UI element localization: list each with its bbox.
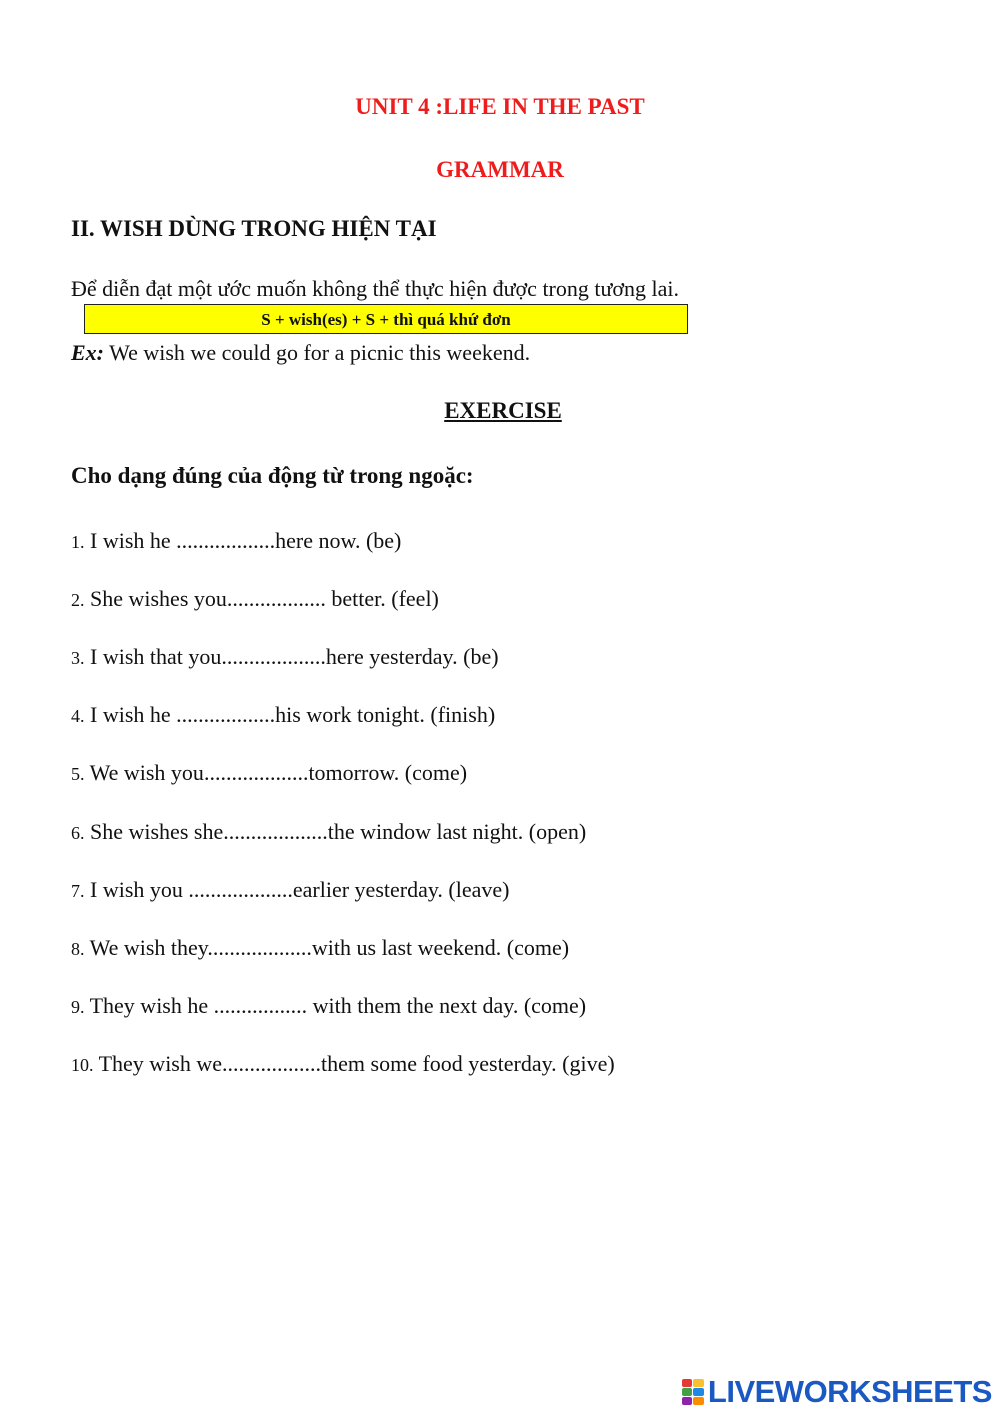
exercise-instruction: Cho dạng đúng của động từ trong ngoặc: [71,463,474,488]
exercise-item-after: his work tonight. (finish) [275,702,496,727]
exercise-item [71,528,401,554]
example-label: Ex: [71,340,104,365]
liveworksheets-mark-icon [682,1379,704,1406]
logo-color-square [682,1388,693,1396]
unit-title: UNIT 4 :LIFE IN THE PAST [355,94,645,119]
example-sentence [71,340,530,366]
exercise-item-number: 6. [71,823,85,843]
answer-blank[interactable]: .................. [226,586,326,611]
exercise-item-after: here yesterday. (be) [325,644,499,669]
exercise-item-number: 3. [71,648,85,668]
formula-box [84,304,688,334]
exercise-item-number: 1. [71,532,85,552]
answer-blank[interactable]: .................. [222,1051,322,1076]
exercise-item-before: We wish you [84,760,204,785]
exercise-item-number: 8. [71,939,85,959]
answer-blank[interactable]: ................... [203,760,309,785]
answer-blank[interactable]: ................... [188,877,293,902]
answer-blank[interactable]: .................. [176,528,276,553]
answer-blank[interactable]: .................. [176,702,276,727]
exercise-item [71,760,467,786]
exercise-item [71,819,586,845]
exercise-item-before: They wish we [93,1051,223,1076]
exercise-item-after: earlier yesterday. (leave) [292,877,510,902]
formula-text: S + wish(es) + S + thì quá khứ đơn [261,310,511,329]
section-heading: II. WISH DÙNG TRONG HIỆN TẠI [71,216,437,241]
exercise-item-number: 9. [71,997,85,1017]
answer-blank[interactable]: ................... [207,935,312,960]
logo-color-square [693,1397,704,1405]
exercise-item [71,877,510,903]
exercise-item-number: 10. [71,1055,94,1075]
logo-color-square [693,1388,704,1396]
exercise-item-after: better. (feel) [325,586,439,611]
grammar-title: GRAMMAR [436,157,564,182]
exercise-item-after: with them the next day. (come) [307,993,587,1018]
exercise-item-before: She wishes you [84,586,227,611]
exercise-item [71,993,586,1019]
logo-color-square [682,1397,693,1405]
exercise-item-after: tomorrow. (come) [308,760,468,785]
answer-blank[interactable]: ................... [223,819,328,844]
exercise-item-after: here now. (be) [275,528,402,553]
exercise-item-before: I wish that you [84,644,222,669]
liveworksheets-logo [682,1374,992,1410]
exercise-item-before: We wish they [84,935,208,960]
brand-name: LIVEWORKSHEETS [707,1374,992,1409]
exercise-item [71,586,439,612]
grammar-intro: Để diễn đạt một ước muốn không thể thực hiện được trong tương lai. [71,276,680,301]
exercise-item-number: 4. [71,706,85,726]
exercise-item [71,935,569,961]
exercise-item-before: I wish he [84,528,177,553]
exercise-item-before: She wishes she [84,819,224,844]
exercise-item-after: them some food yesterday. (give) [321,1051,615,1076]
exercise-item-number: 5. [71,764,85,784]
answer-blank[interactable]: ................... [221,644,326,669]
exercise-item-number: 2. [71,590,85,610]
logo-color-square [693,1379,704,1387]
example-text: We wish we could go for a picnic this weekend. [104,340,531,365]
exercise-item-before: I wish he [84,702,177,727]
exercise-item [71,1051,615,1077]
answer-blank[interactable]: ................. [213,993,308,1018]
exercise-item [71,702,495,728]
exercise-item [71,644,499,670]
exercise-item-after: the window last night. (open) [327,819,587,844]
exercise-title: EXERCISE [444,398,562,423]
exercise-item-before: They wish he [84,993,214,1018]
logo-color-square [682,1379,693,1387]
exercise-item-number: 7. [71,881,85,901]
exercise-item-before: I wish you [84,877,189,902]
exercise-item-after: with us last weekend. (come) [311,935,570,960]
